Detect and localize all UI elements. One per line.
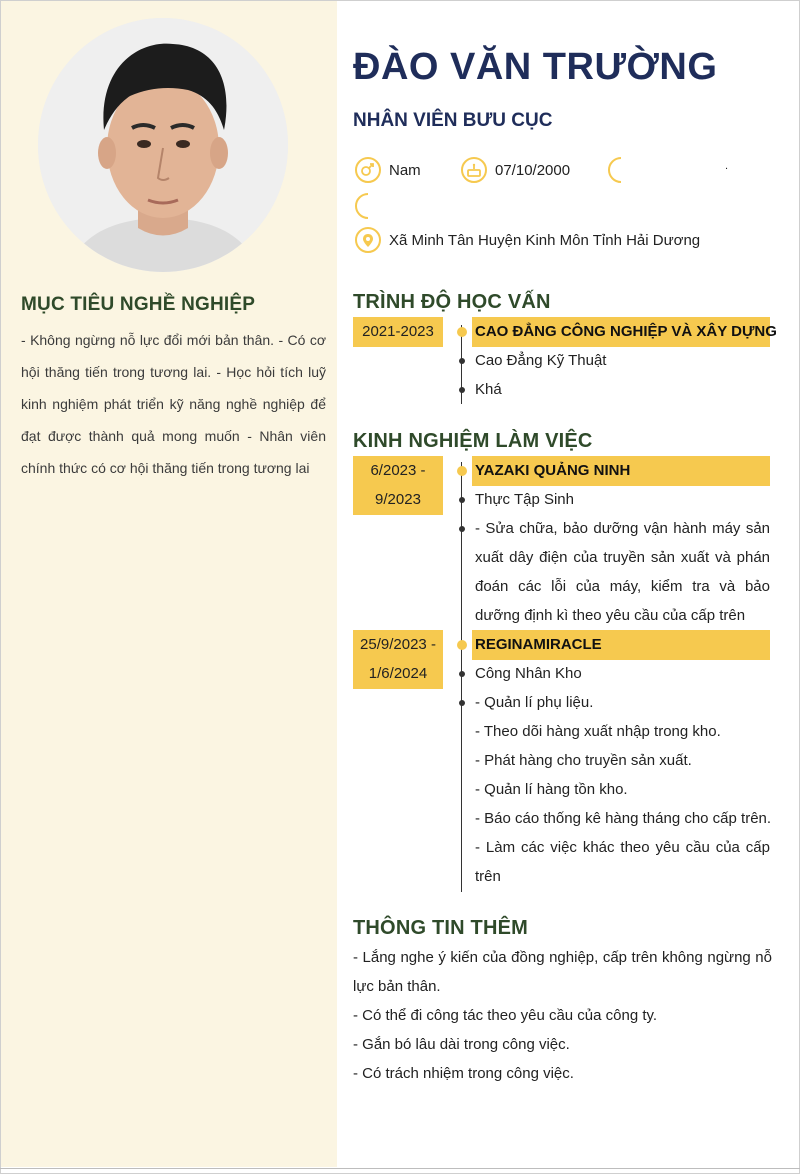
education-grade: Khá (475, 381, 502, 398)
experience-2-duty: - Theo dõi hàng xuất nhập trong kho. (475, 723, 721, 740)
gender-value: Nam (389, 161, 421, 179)
experience-2-duty: - Quản lí hàng tồn kho. (475, 781, 628, 798)
experience-1-period-start: 6/2023 - (370, 462, 426, 479)
cake-icon (461, 157, 487, 183)
timeline-dot (457, 466, 467, 476)
additional-item: - Lắng nghe ý kiến của đồng nghiệp, cấp trên không ngừng nỗ lực bản thân. (353, 949, 772, 995)
experience-2-role: Công Nhân Kho (475, 665, 582, 682)
experience-1-description: - Sửa chữa, bảo dưỡng vận hành máy sản xuất dây điện của truyền sản xuất và phán đoán các lỗi của máy, kiểm tra và bảo dưỡng định kì theo yêu cầu của cấp trên (475, 520, 770, 624)
candidate-name: ĐÀO VĂN TRƯỜNG (353, 46, 718, 88)
phone-value-mark: . (725, 160, 729, 172)
additional-title: THÔNG TIN THÊM (353, 917, 529, 939)
additional-item: - Có thể đi công tác theo yêu cầu của công ty. (353, 1007, 658, 1024)
experience-2-period-end: 1/6/2024 (368, 665, 428, 682)
objective-title: MỤC TIÊU NGHỀ NGHIỆP (21, 294, 256, 315)
timeline-bullet (459, 700, 465, 706)
phone-icon (608, 157, 634, 183)
experience-1-period (353, 456, 443, 515)
timeline-bullet (459, 526, 465, 532)
location-icon (355, 227, 381, 253)
education-major: Cao Đẳng Kỹ Thuật (475, 352, 607, 369)
experience-2-company: REGINAMIRACLE (475, 636, 602, 653)
experience-2-duty: - Báo cáo thống kê hàng tháng cho cấp trên. (475, 810, 772, 827)
experience-1-role: Thực Tập Sinh (475, 491, 574, 508)
timeline-bullet (459, 671, 465, 677)
address-value: Xã Minh Tân Huyện Kinh Môn Tỉnh Hải Dương (389, 231, 701, 249)
experience-2-period-start: 25/9/2023 - (360, 636, 436, 653)
gender-info (355, 157, 421, 183)
timeline-bullet (459, 497, 465, 503)
timeline-bullet (459, 387, 465, 393)
address-info (355, 227, 700, 253)
email-icon (355, 193, 381, 219)
additional-item: - Có trách nhiệm trong công việc. (353, 1065, 574, 1082)
experience-2-period (353, 630, 443, 689)
gender-icon (355, 157, 381, 183)
avatar (38, 18, 288, 272)
birthday-value: 07/10/2000 (495, 161, 571, 179)
objective-text: - Không ngừng nỗ lực đổi mới bản thân. - Có cơ hội thăng tiến trong tương lai. - Học hỏi tích luỹ kinh nghiệm phát triển kỹ năng nghề nghiệp để đạt được thành quả mong muốn - Nhân viên chính thức có cơ hội thăng tiến trong tương lai (21, 332, 326, 476)
experience-1-company: YAZAKI QUẢNG NINH (475, 462, 631, 479)
education-school: CAO ĐẲNG CÔNG NGHIỆP VÀ XÂY DỰNG (475, 323, 777, 340)
education-period: 2021-2023 (353, 317, 443, 347)
experience-2-duty: - Làm các việc khác theo yêu cầu của cấp trên (475, 839, 770, 885)
profile-photo (38, 18, 288, 272)
birthday-info (461, 157, 570, 183)
experience-title: KINH NGHIỆM LÀM VIỆC (353, 430, 593, 452)
experience-2-duty: - Phát hàng cho truyền sản xuất. (475, 752, 692, 769)
job-position: NHÂN VIÊN BƯU CỤC (353, 110, 553, 131)
timeline-bullet (459, 358, 465, 364)
timeline-dot (457, 327, 467, 337)
education-title: TRÌNH ĐỘ HỌC VẤN (353, 291, 551, 313)
timeline-dot (457, 640, 467, 650)
page-bottom-divider (0, 1168, 800, 1169)
additional-item: - Gắn bó lâu dài trong công việc. (353, 1036, 570, 1053)
experience-2-duty: - Quản lí phụ liệu. (475, 694, 594, 711)
experience-1-period-end: 9/2023 (375, 491, 421, 508)
